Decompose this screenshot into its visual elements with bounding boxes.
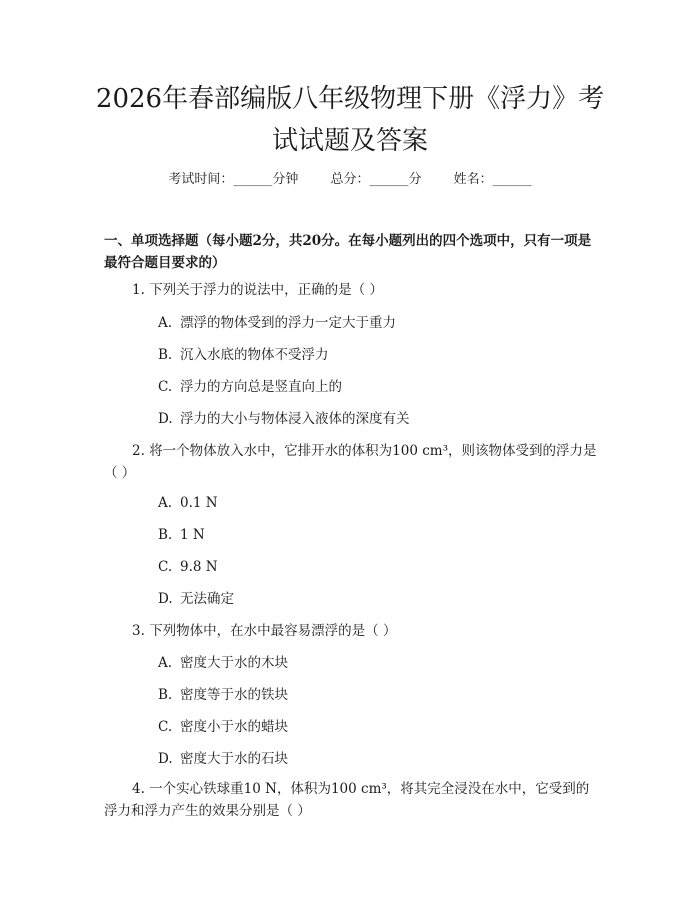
question-text: 下列关于浮力的说法中，正确的是（ ）: [149, 282, 383, 298]
option-d: [158, 748, 598, 770]
exam-time-field: 考试时间：______分钟: [168, 172, 299, 187]
option-letter: D.: [158, 411, 173, 427]
option-text: 密度小于水的蜡块: [180, 719, 288, 735]
option-c: [158, 376, 598, 398]
option-text: 漂浮的物体受到的浮力一定大于重力: [180, 315, 396, 331]
option-text: 浮力的方向总是竖直向上的: [180, 379, 342, 395]
option-c: [158, 556, 598, 578]
question-1: [104, 279, 600, 301]
option-letter: A.: [158, 495, 173, 511]
student-name-field: 姓名：______: [453, 172, 532, 187]
option-letter: D.: [158, 591, 173, 607]
question-4: [104, 778, 600, 822]
option-text: 密度大于水的木块: [180, 655, 288, 671]
option-text: 9.8 N: [180, 559, 218, 575]
question-text: 一个实心铁球重10 N，体积为100 cm³，将其完全浸没在水中，它受到的浮力和浮力产生的效果分别是（ ）: [104, 781, 590, 819]
option-d: [158, 588, 598, 610]
option-letter: B.: [158, 687, 173, 703]
option-text: 密度大于水的石块: [180, 751, 288, 767]
option-letter: C.: [158, 379, 173, 395]
section-heading: 一、单项选择题（每小题2分，共20分。在每小题列出的四个选项中，只有一项是最符合题目要求的）: [104, 233, 592, 271]
question-number: 3.: [132, 623, 145, 639]
question-text: 将一个物体放入水中，它排开水的体积为100 cm³，则该物体受到的浮力是（ ）: [104, 443, 597, 481]
question-number: 1.: [132, 282, 145, 298]
question-text: 下列物体中，在水中最容易漂浮的是（ ）: [149, 623, 397, 639]
option-letter: C.: [158, 719, 173, 735]
option-a: [158, 492, 598, 514]
exam-info-line: [0, 168, 700, 187]
option-letter: C.: [158, 559, 173, 575]
option-text: 0.1 N: [180, 495, 218, 511]
option-text: 无法确定: [180, 591, 234, 607]
question-3: [104, 620, 600, 642]
question-number: 4.: [132, 781, 145, 797]
option-letter: B.: [158, 347, 173, 363]
option-d: [158, 408, 598, 430]
question-2: [104, 440, 600, 484]
option-text: 密度等于水的铁块: [180, 687, 288, 703]
option-letter: D.: [158, 751, 173, 767]
option-a: [158, 312, 598, 334]
option-text: 浮力的大小与物体浸入液体的深度有关: [180, 411, 410, 427]
option-text: 1 N: [180, 527, 205, 543]
option-letter: B.: [158, 527, 173, 543]
option-letter: A.: [158, 315, 173, 331]
option-a: [158, 652, 598, 674]
total-score-field: 总分：______分: [330, 172, 422, 187]
option-text: 沉入水底的物体不受浮力: [180, 347, 329, 363]
option-b: [158, 684, 598, 706]
option-b: [158, 344, 598, 366]
option-b: [158, 524, 598, 546]
option-c: [158, 716, 598, 738]
option-letter: A.: [158, 655, 173, 671]
document-title: 2026年春部编版八年级物理下册《浮力》考试试题及答案: [95, 84, 605, 156]
question-number: 2.: [132, 443, 145, 459]
